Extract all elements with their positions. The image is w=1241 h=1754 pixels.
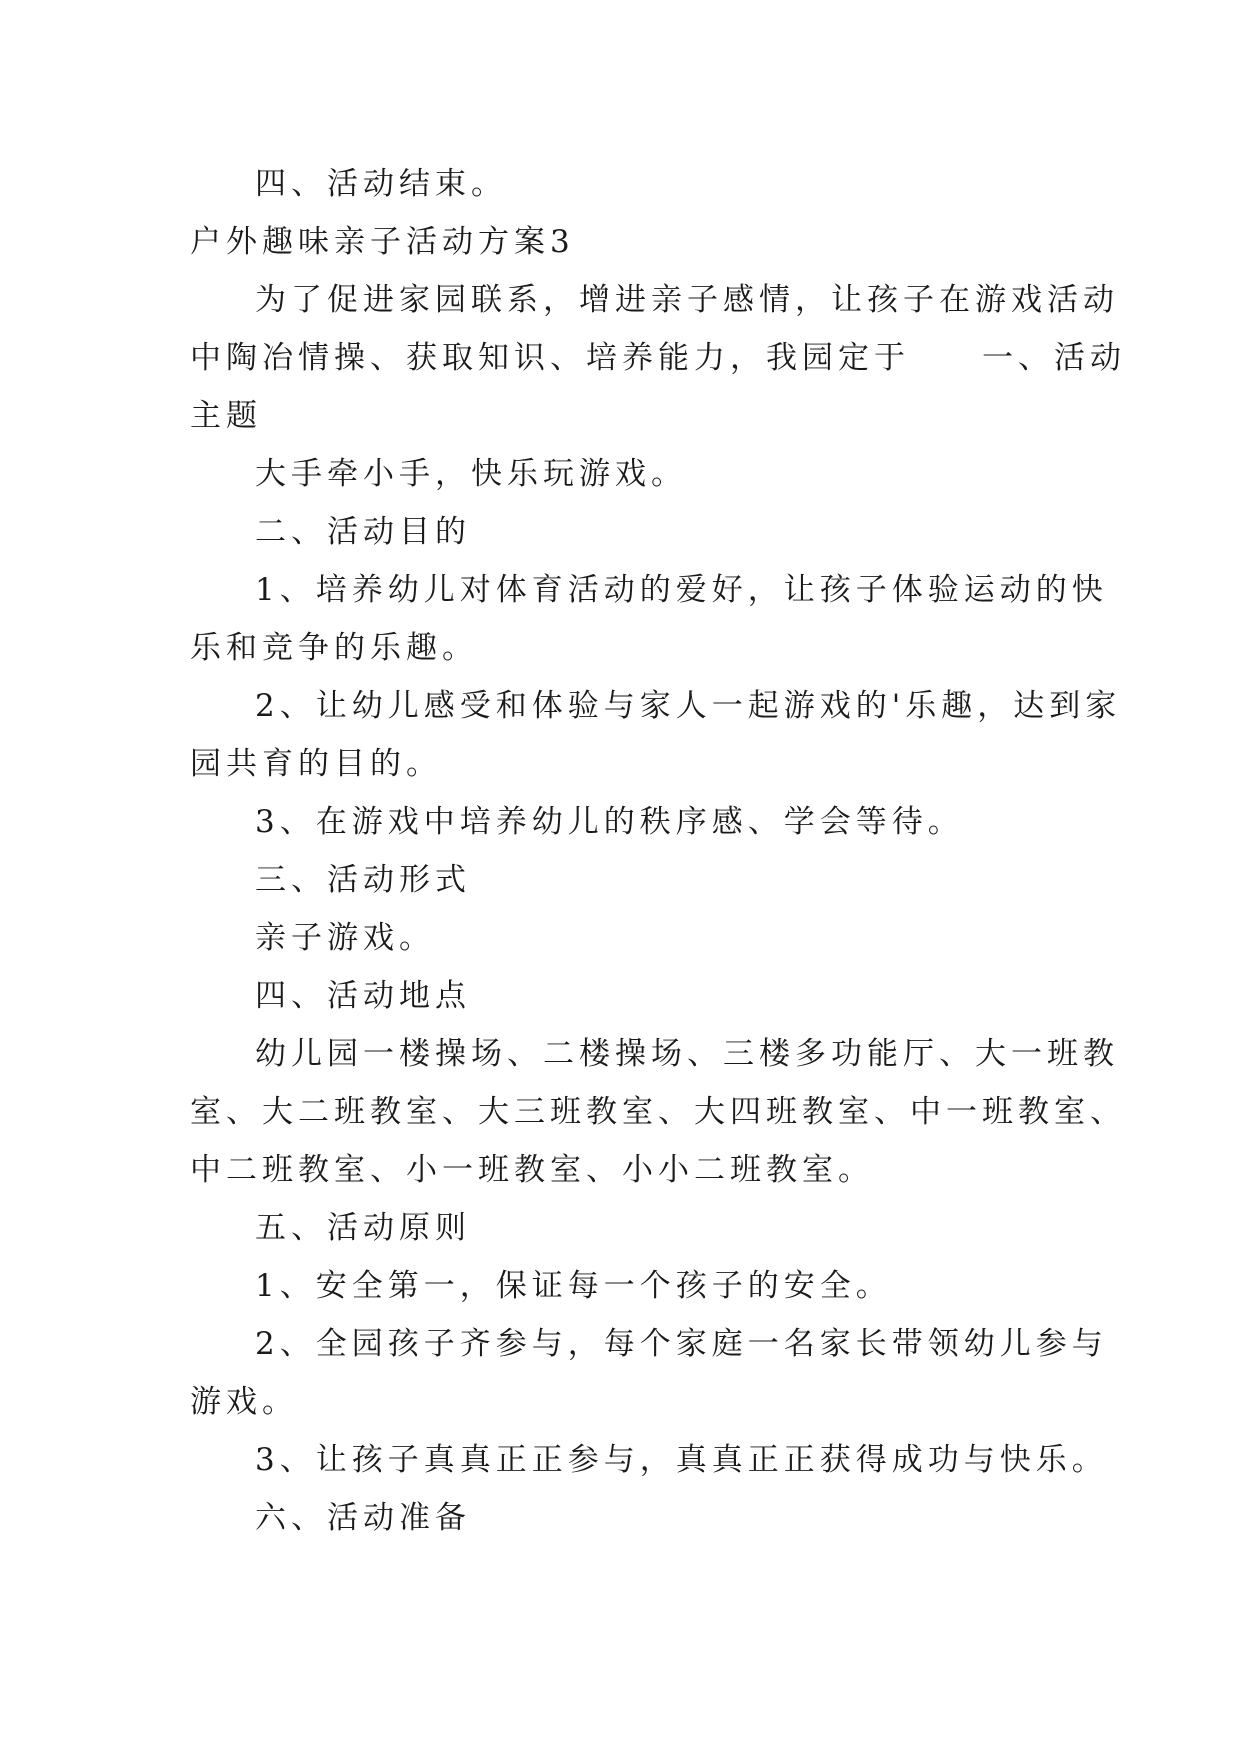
- section-heading: 二、活动目的: [255, 514, 471, 550]
- paragraph-line: 1、安全第一，保证每一个孩子的安全。: [255, 1268, 892, 1304]
- document-title: 户外趣味亲子活动方案3: [190, 224, 575, 260]
- paragraph-line: 中二班教室、小一班教室、小小二班教室。: [190, 1152, 874, 1188]
- paragraph-line: 3、让孩子真真正正参与，真真正正获得成功与快乐。: [255, 1442, 1108, 1478]
- section-heading: 四、活动结束。: [255, 166, 507, 202]
- paragraph-line: 主题: [190, 398, 262, 434]
- paragraph-line: 3、在游戏中培养幼儿的秩序感、学会等待。: [255, 804, 964, 840]
- section-heading: 四、活动地点: [255, 978, 471, 1014]
- paragraph-line: 亲子游戏。: [255, 920, 435, 956]
- paragraph-line: 为了促进家园联系，增进亲子感情，让孩子在游戏活动: [255, 282, 1119, 318]
- paragraph-line: 幼儿园一楼操场、二楼操场、三楼多功能厅、大一班教: [255, 1036, 1119, 1072]
- paragraph-line: 室、大二班教室、大三班教室、大四班教室、中一班教室、: [190, 1094, 1126, 1130]
- paragraph-line: 游戏。: [190, 1384, 298, 1420]
- paragraph-line: 乐和竞争的乐趣。: [190, 630, 478, 666]
- paragraph-line: 大手牵小手，快乐玩游戏。: [255, 456, 687, 492]
- section-heading: 五、活动原则: [255, 1210, 471, 1246]
- paragraph-line: 2、让幼儿感受和体验与家人一起游戏的'乐趣，达到家: [255, 688, 1122, 724]
- section-heading: 六、活动准备: [255, 1500, 471, 1536]
- paragraph-line: 2、全园孩子齐参与，每个家庭一名家长带领幼儿参与: [255, 1326, 1108, 1362]
- paragraph-line: 1、培养幼儿对体育活动的爱好，让孩子体验运动的快: [255, 572, 1108, 608]
- paragraph-line: 中陶冶情操、获取知识、培养能力，我园定于 一、活动: [190, 340, 1126, 376]
- section-heading: 三、活动形式: [255, 862, 471, 898]
- paragraph-line: 园共育的目的。: [190, 746, 442, 782]
